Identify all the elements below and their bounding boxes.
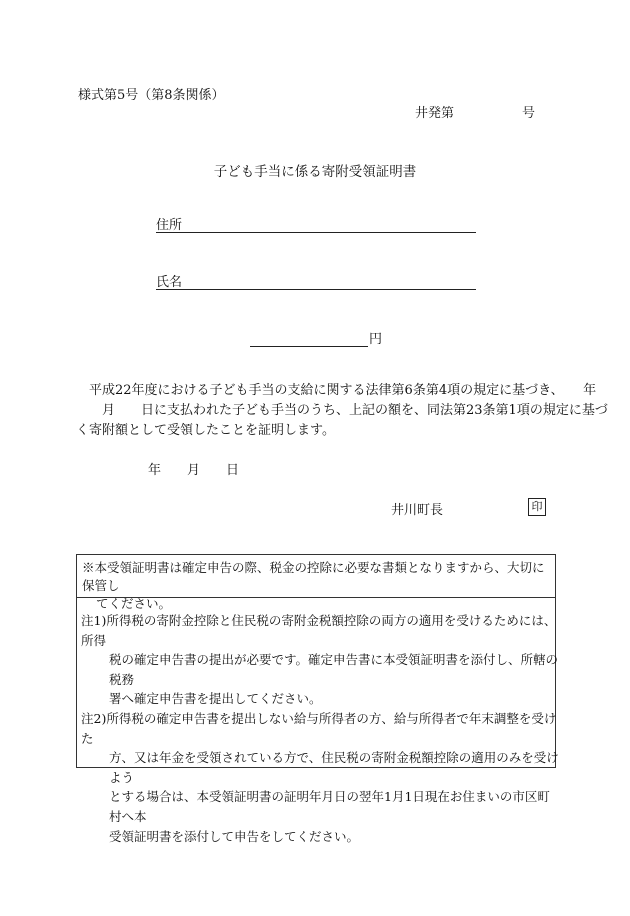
certification-date bbox=[148, 459, 239, 478]
amount-field bbox=[250, 328, 368, 347]
note-2-line: 受領証明書を添付して申告をしてください。 bbox=[109, 828, 360, 844]
address-label: 住所 bbox=[156, 218, 183, 233]
tax-notes bbox=[77, 611, 565, 846]
note-2-line: 方、又は年金を受領されている方で、住民税の寄附金税額控除の適用のみを受けよう bbox=[109, 750, 559, 785]
document-title: 子ども手当に係る寄附受領証明書 bbox=[213, 164, 417, 180]
certification-body bbox=[76, 381, 608, 441]
note-1-line: 税の確定申告書の提出が必要です。確定申告書に本受領証明書を添付し、所轄の税務 bbox=[109, 652, 559, 687]
note-1-line: 注1)所得税の寄附金控除と住民税の寄附金税額控除の両方の適用を受けるためには、所得 bbox=[81, 613, 557, 648]
notice-line: てください。 bbox=[96, 596, 172, 611]
body-line: く寄附額として受領したことを証明します。 bbox=[76, 423, 335, 438]
issue-number-prefix: 井発第 bbox=[415, 106, 455, 121]
issue-number-suffix: 号 bbox=[522, 106, 536, 121]
address-field bbox=[156, 214, 476, 233]
note-2-line: 注2)所得税の確定申告書を提出しない給与所得者の方、給与所得者で年末調整を受けた bbox=[81, 710, 557, 746]
note-2-line: とする場合は、本受領証明書の証明年月日の翌年1月1日現在お住まいの市区町村へ本 bbox=[109, 789, 550, 824]
form-number: 様式第5号（第8条関係） bbox=[78, 88, 225, 103]
name-field bbox=[156, 271, 476, 290]
amount-unit: 円 bbox=[369, 332, 383, 347]
date-day: 日 bbox=[226, 463, 240, 478]
notice-line: ※本受領証明書は確定申告の際、税金の控除に必要な書類となりますから、大切に保管し bbox=[82, 560, 545, 593]
issuer-name: 井川町長 bbox=[391, 503, 444, 518]
storage-notice bbox=[77, 555, 555, 611]
seal-stamp-box: 印 bbox=[528, 498, 546, 516]
body-line: 平成22年度における子ども手当の支給に関する法律第6条第4項の規定に基づき、 年 bbox=[76, 383, 597, 398]
date-month: 月 bbox=[187, 463, 201, 478]
notice-box bbox=[76, 554, 559, 844]
name-label: 氏名 bbox=[156, 275, 183, 290]
body-line: 月 日に支払われた子ども手当のうち、上記の額を、同法第23条第1項の規定に基づ bbox=[76, 403, 608, 418]
date-year: 年 bbox=[148, 463, 162, 478]
note-1-line: 署へ確定申告書を提出してください。 bbox=[109, 691, 322, 707]
